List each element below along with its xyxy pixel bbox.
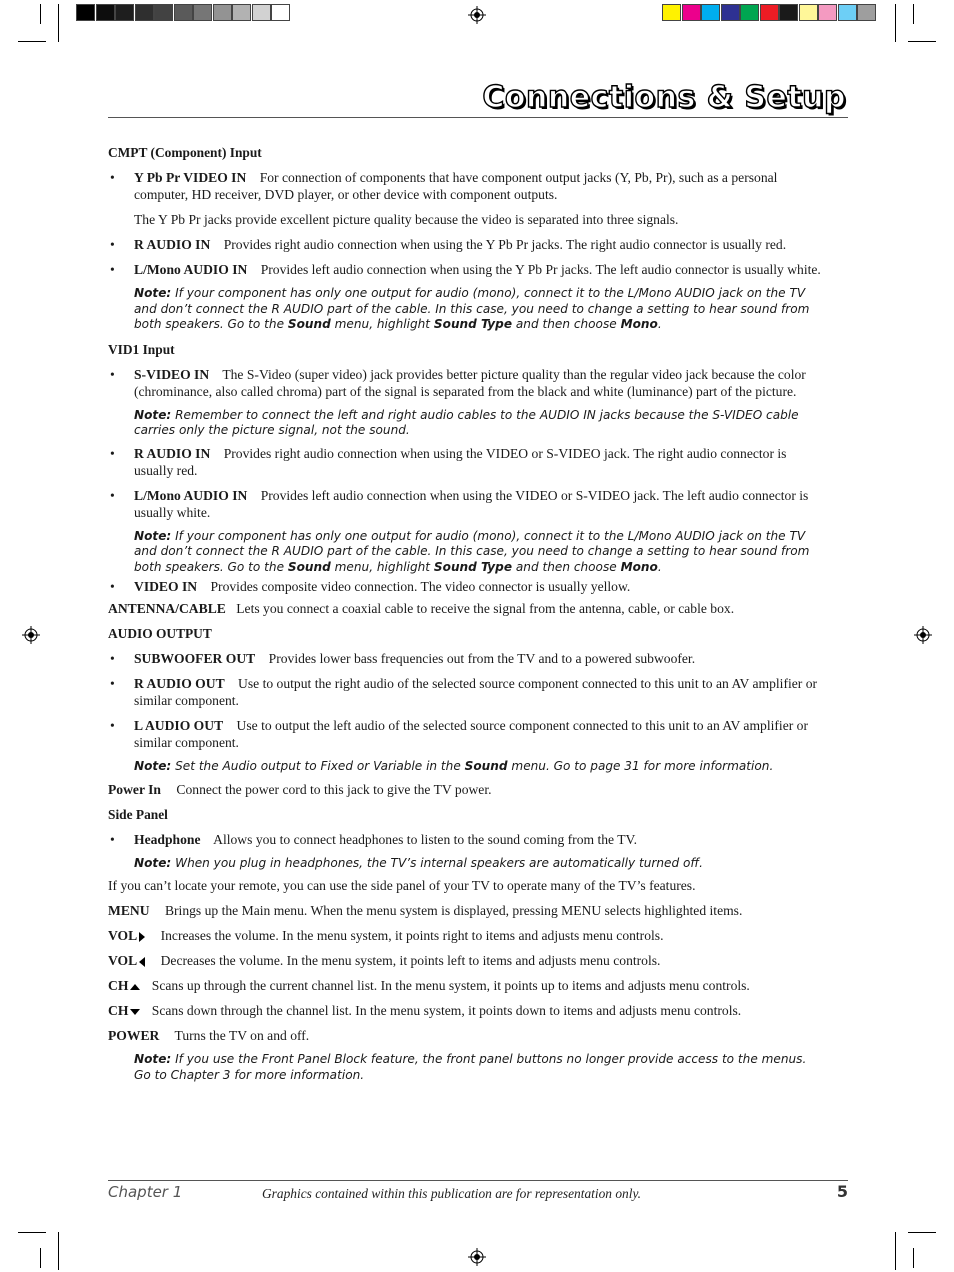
bullet-icon: •: [110, 651, 115, 666]
footer-disclaimer: Graphics contained within this publication are for representation only.: [262, 1186, 642, 1201]
note-emphasis: Mono: [620, 317, 658, 331]
bullet-icon: •: [110, 487, 115, 503]
desc-power: Turns the TV on and off.: [174, 1028, 310, 1043]
note-text: When you plug in headphones, the TV’s internal speakers are automatically turned off.: [175, 855, 703, 870]
desc-l-audio-in: Provides left audio connection when using the VIDEO or S-VIDEO jack. The left audio connector is usually white.: [134, 487, 809, 520]
desc-antenna-cable: Lets you connect a coaxial cable to receive the signal from the antenna, cable, or cable box.: [236, 601, 735, 616]
list-item-l-audio-in-vid: [108, 487, 823, 521]
color-swatch: [701, 4, 720, 21]
desc-l-audio-in: Provides left audio connection when using the Y Pb Pr jacks. The left audio connector is usually white.: [260, 262, 821, 277]
section-heading-side-panel: Side Panel: [108, 806, 168, 822]
crop-mark: [908, 41, 936, 42]
arrow-left-icon: [139, 957, 145, 967]
arrow-up-icon: [130, 984, 140, 990]
term-r-audio-in: R AUDIO IN: [134, 237, 211, 252]
ch-label: CH: [108, 978, 129, 993]
bullet-icon: •: [110, 366, 115, 382]
side-panel-intro: If you can’t locate your remote, you can use the side panel of your TV to operate many of the TV’s features.: [108, 878, 696, 893]
note-text: .: [657, 317, 662, 331]
section-heading-vid1: VID1 Input: [108, 341, 175, 357]
section-heading-audio-output: AUDIO OUTPUT: [108, 626, 212, 641]
crop-mark: [18, 41, 46, 42]
list-item-r-audio-in-vid: [108, 445, 823, 479]
term-r-audio-out: R AUDIO OUT: [134, 676, 225, 691]
term-ypbpr: Y Pb Pr VIDEO IN: [134, 170, 247, 185]
term-subwoofer-out: SUBWOOFER OUT: [134, 651, 256, 666]
antenna-cable-paragraph: [108, 600, 823, 617]
term-video-in: VIDEO IN: [134, 579, 198, 594]
list-item-r-audio-in: [108, 236, 823, 253]
bullet-icon: •: [110, 170, 115, 185]
ch-down-paragraph: [108, 1002, 823, 1019]
term-menu: MENU: [108, 903, 150, 918]
list-item-subwoofer-out: [108, 650, 823, 667]
note-text: Set the Audio output to Fixed or Variable in the: [175, 759, 461, 773]
desc-power-in: Connect the power cord to this jack to give the TV power.: [176, 781, 492, 797]
desc-r-audio-out: Use to output the right audio of the selected source component connected to this unit to an AV amplifier or similar component.: [134, 676, 818, 708]
note-emphasis: Sound: [464, 759, 508, 773]
note-emphasis: Sound: [287, 317, 331, 331]
term-headphone: Headphone: [134, 831, 201, 847]
vol-label: VOL: [108, 953, 138, 968]
desc-ch-down: Scans down through the channel list. In the menu system, it points down to items and adjusts menu controls.: [151, 1003, 742, 1018]
term-l-audio-in: L/Mono AUDIO IN: [134, 487, 248, 503]
registration-mark-icon: [22, 626, 40, 644]
term-vol-up: [108, 928, 145, 943]
crop-mark: [908, 1232, 936, 1233]
crop-mark: [40, 1248, 41, 1268]
term-power-in: Power In: [108, 781, 161, 797]
note-label: Note:: [134, 1052, 172, 1066]
page-title: Connections & Setup: [482, 80, 846, 115]
note-text: and then choose: [515, 559, 617, 574]
crop-mark: [58, 1232, 59, 1270]
ch-label: CH: [108, 1003, 129, 1018]
term-ch-down: [108, 1003, 140, 1018]
list-item-r-audio-out: [108, 675, 823, 709]
list-item-video-in: [108, 578, 823, 595]
note-emphasis: Sound Type: [433, 317, 513, 331]
desc-ch-up: Scans up through the current channel list. In the menu system, it points up to items and adjusts menu controls.: [151, 978, 750, 993]
list-item-headphone: [108, 831, 823, 848]
grayscale-swatch: [96, 4, 115, 21]
registration-mark-icon: [468, 1248, 486, 1266]
note-text: If your component has only one output for audio (mono), connect it to the L/Mono AUDIO jack on the TV and don’t connect the R AUDIO part of the cable. In this case, you need to change a setting to hear sound from both speakers. Go to the: [134, 286, 810, 331]
term-s-video-in: S-VIDEO IN: [134, 366, 210, 382]
footer-chapter: Chapter 1: [108, 1183, 183, 1201]
color-swatch: [779, 4, 798, 21]
header-rule: [108, 117, 848, 118]
arrow-right-icon: [139, 932, 145, 942]
footer-rule: [108, 1180, 848, 1181]
section-heading-cmpt: CMPT (Component) Input: [108, 145, 262, 160]
note-text: and then choose: [515, 317, 617, 331]
list-item-s-video-in: [108, 366, 823, 400]
grayscale-swatch: [252, 4, 271, 21]
term-l-audio-out: L AUDIO OUT: [134, 718, 224, 733]
crop-mark: [40, 4, 41, 24]
power-paragraph: [108, 1027, 823, 1044]
grayscale-swatch: [232, 4, 251, 21]
color-swatch: [662, 4, 681, 21]
term-l-audio-in: L/Mono AUDIO IN: [134, 262, 248, 277]
bullet-icon: •: [110, 237, 115, 252]
note-emphasis: Mono: [620, 559, 658, 574]
note-audio-output: [108, 759, 823, 775]
page-number: 5: [836, 1182, 848, 1201]
note-text: menu, highlight: [334, 559, 431, 574]
grayscale-swatch: [271, 4, 290, 21]
note-label: Note:: [134, 759, 172, 773]
desc-headphone: Allows you to connect headphones to listen to the sound coming from the TV.: [213, 831, 638, 847]
desc-r-audio-in: Provides right audio connection when using the VIDEO or S-VIDEO jack. The right audio connector is usually red.: [134, 445, 787, 478]
list-item-l-audio-in: [108, 261, 823, 278]
term-antenna-cable: ANTENNA/CABLE: [108, 601, 226, 616]
grayscale-swatch: [213, 4, 232, 21]
term-r-audio-in: R AUDIO IN: [134, 445, 211, 461]
crop-mark: [895, 4, 896, 42]
desc-l-audio-out: Use to output the left audio of the selected source component connected to this unit to an AV amplifier or similar component.: [134, 718, 808, 750]
crop-mark: [18, 1232, 46, 1233]
color-swatch: [857, 4, 876, 21]
main-content: [108, 144, 823, 1085]
desc-s-video-in: The S-Video (super video) jack provides better picture quality than the regular video jack because the color (chrominance, also called chroma) part of the signal is separated from the black and white (luminance) part of the picture.: [134, 366, 806, 399]
note-label: Note:: [134, 407, 172, 422]
note-text: If your component has only one output for audio (mono), connect it to the L/Mono AUDIO jack on the TV and don’t connect the R AUDIO part of the cable. In this case, you need to change a setting to hear sound from both speakers. Go to the: [134, 528, 810, 574]
note-label: Note:: [134, 855, 172, 870]
vol-up-paragraph: [108, 927, 823, 944]
grayscale-swatch: [154, 4, 173, 21]
term-power: POWER: [108, 1028, 160, 1043]
vol-down-paragraph: [108, 952, 823, 969]
bullet-icon: •: [110, 262, 115, 277]
ch-up-paragraph: [108, 977, 823, 994]
arrow-down-icon: [130, 1009, 140, 1015]
list-item-l-audio-out: [108, 717, 823, 751]
note-label: Note:: [134, 528, 172, 543]
desc-ypbpr: For connection of components that have component output jacks (Y, Pb, Pr), such as a personal computer, HD receiver, DVD player, or other device with component outputs.: [134, 170, 778, 202]
power-in-paragraph: [108, 781, 823, 798]
grayscale-swatch: [76, 4, 95, 21]
grayscale-swatch: [174, 4, 193, 21]
note-text: If you use the Front Panel Block feature, the front panel buttons no longer provide access to the menus. Go to Chapter 3 for more information.: [134, 1052, 807, 1082]
note-text: Remember to connect the left and right audio cables to the AUDIO IN jacks because the S-VIDEO cable carries only the picture signal, not the sound.: [134, 407, 799, 437]
bullet-icon: •: [110, 718, 115, 733]
bullet-icon: •: [110, 445, 115, 461]
color-swatch: [740, 4, 759, 21]
desc-video-in: Provides composite video connection. The video connector is usually yellow.: [210, 579, 631, 594]
registration-mark-icon: [914, 626, 932, 644]
note-front-panel-block: [108, 1052, 823, 1083]
registration-mark-icon: [468, 6, 486, 24]
note-text: menu, highlight: [334, 317, 431, 331]
desc-menu: Brings up the Main menu. When the menu system is displayed, pressing MENU selects highlighted items.: [164, 903, 743, 918]
ypbpr-sub-paragraph: The Y Pb Pr jacks provide excellent picture quality because the video is separated into three signals.: [134, 212, 679, 227]
crop-mark: [913, 4, 914, 24]
grayscale-swatch: [193, 4, 212, 21]
crop-mark: [895, 1232, 896, 1270]
note-vid1-mono: [108, 529, 823, 576]
note-text: .: [657, 559, 662, 574]
desc-vol-up: Increases the volume. In the menu system, it points right to items and adjusts menu controls.: [160, 928, 664, 943]
desc-r-audio-in: Provides right audio connection when using the Y Pb Pr jacks. The right audio connector is usually red.: [223, 237, 787, 252]
bullet-icon: •: [110, 579, 115, 594]
grayscale-swatch: [135, 4, 154, 21]
color-swatch: [818, 4, 837, 21]
grayscale-swatch: [115, 4, 134, 21]
term-ch-up: [108, 978, 140, 993]
term-vol-down: [108, 953, 145, 968]
menu-paragraph: [108, 902, 823, 919]
note-label: Note:: [134, 286, 172, 300]
list-item-ypbpr: [108, 169, 823, 203]
color-swatch: [799, 4, 818, 21]
note-text: menu. Go to page 31 for more information.: [511, 759, 774, 773]
note-emphasis: Sound: [287, 559, 331, 574]
bullet-icon: •: [110, 831, 115, 847]
color-swatch: [760, 4, 779, 21]
note-cmpt-mono: [108, 286, 823, 333]
color-swatch: [682, 4, 701, 21]
crop-mark: [913, 1248, 914, 1268]
color-swatch: [721, 4, 740, 21]
color-swatch: [838, 4, 857, 21]
note-emphasis: Sound Type: [433, 559, 513, 574]
crop-mark: [58, 4, 59, 42]
bullet-icon: •: [110, 676, 115, 691]
note-headphone: [108, 856, 823, 872]
desc-vol-down: Decreases the volume. In the menu system, it points left to items and adjusts menu controls.: [160, 953, 661, 968]
desc-subwoofer-out: Provides lower bass frequencies out from the TV and to a powered subwoofer.: [268, 651, 696, 666]
note-s-video: [108, 408, 823, 439]
vol-label: VOL: [108, 928, 138, 943]
